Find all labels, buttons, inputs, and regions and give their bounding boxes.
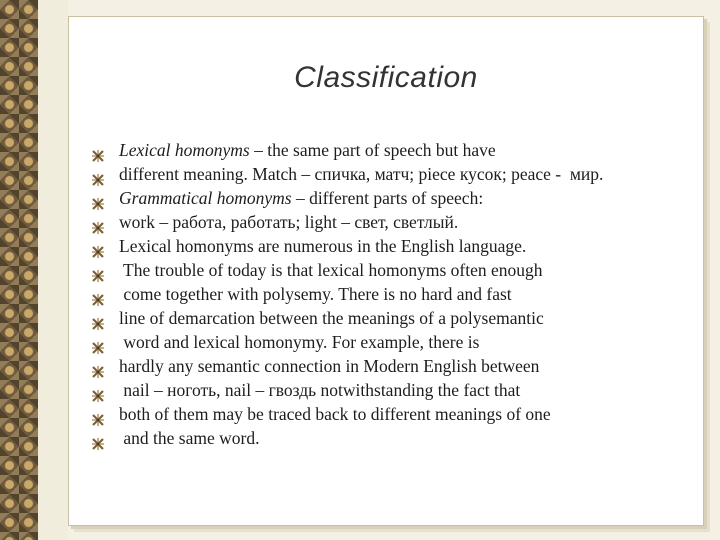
bullet-item [87, 162, 697, 186]
ornamental-cross-bullet-icon [92, 240, 104, 252]
slide [68, 16, 704, 526]
body-text: word and lexical homonymy. For example, there is [119, 332, 480, 352]
body-text: nail – ноготь, nail – гвоздь notwithstanding the fact that [119, 380, 521, 400]
slide-margin [38, 0, 68, 540]
bullet-item [87, 282, 697, 306]
bullet-item [87, 306, 697, 330]
body-text: work – работа, работать; light – свет, светлый. [119, 212, 459, 232]
ornamental-cross-bullet-icon [92, 408, 104, 420]
bullet-item [87, 234, 697, 258]
bullet-item [87, 354, 697, 378]
body-text: – the same part of speech but have [249, 140, 496, 160]
bullet-item [87, 378, 697, 402]
ornamental-cross-bullet-icon [92, 144, 104, 156]
body-text: different meaning. Match – спичка, матч; piece кусок; peace - мир. [119, 164, 604, 184]
body-text: line of demarcation between the meanings of a polysemantic [119, 308, 544, 328]
body-text: come together with polysemy. There is no hard and fast [119, 284, 512, 304]
ornamental-cross-bullet-icon [92, 216, 104, 228]
ornamental-cross-bullet-icon [92, 264, 104, 276]
body-text: and the same word. [119, 428, 260, 448]
term-text: Lexical homonyms [119, 140, 250, 160]
body-text: – different parts of speech: [291, 188, 484, 208]
bullet-item [87, 330, 697, 354]
ornamental-cross-bullet-icon [92, 192, 104, 204]
body-text: Lexical homonyms are numerous in the English language. [119, 236, 527, 256]
ornamental-cross-bullet-icon [92, 384, 104, 396]
body-text: The trouble of today is that lexical homonyms often enough [119, 260, 543, 280]
decorative-border-strip [0, 0, 40, 540]
ornamental-cross-bullet-icon [92, 432, 104, 444]
bullet-list [87, 138, 697, 450]
body-text: hardly any semantic connection in Modern English between [119, 356, 540, 376]
slide-title: Classification [294, 61, 478, 94]
ornamental-cross-bullet-icon [92, 288, 104, 300]
ornamental-cross-bullet-icon [92, 360, 104, 372]
bullet-item [87, 138, 697, 162]
bullet-item [87, 258, 697, 282]
body-text: both of them may be traced back to different meanings of one [119, 404, 551, 424]
bullet-item [87, 402, 697, 426]
term-text: Grammatical homonyms [119, 188, 292, 208]
bullet-item [87, 186, 697, 210]
ornamental-cross-bullet-icon [92, 168, 104, 180]
ornamental-cross-bullet-icon [92, 312, 104, 324]
ornamental-cross-bullet-icon [92, 336, 104, 348]
bullet-item [87, 210, 697, 234]
bullet-item [87, 426, 697, 450]
